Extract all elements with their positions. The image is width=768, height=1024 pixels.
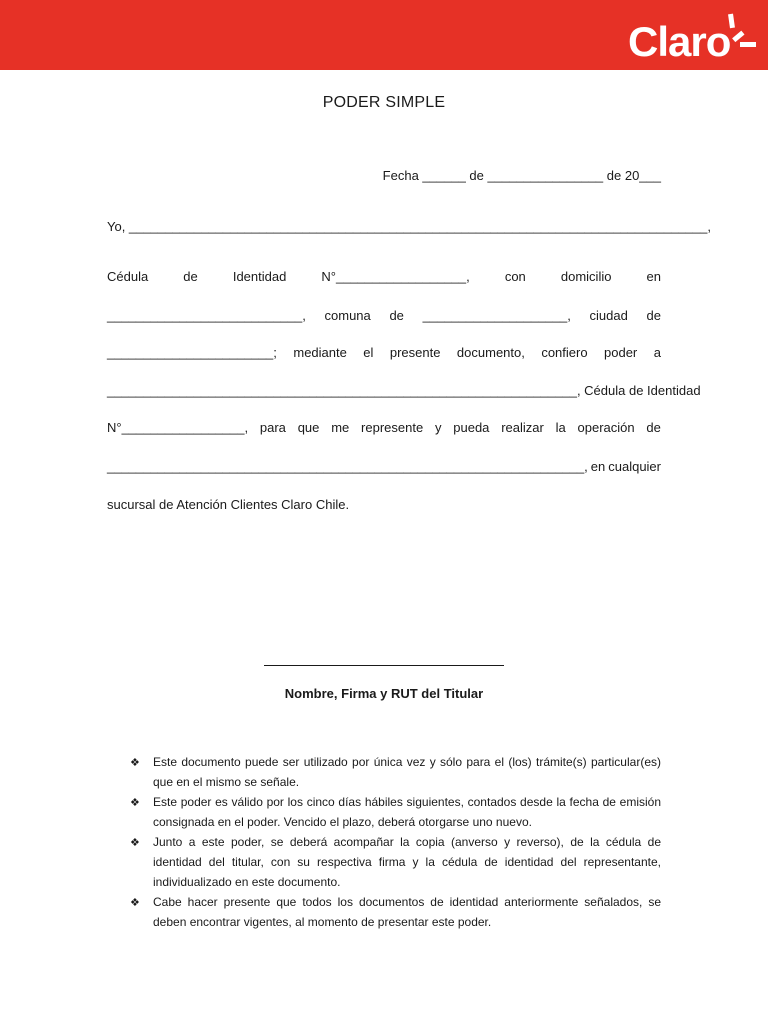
word: me xyxy=(331,420,350,435)
cedula-rep-line: _________________________________________________________________, Cédula de Identidad xyxy=(107,383,701,398)
signature-line xyxy=(264,665,504,666)
list-item xyxy=(130,792,661,832)
word: en xyxy=(646,269,661,284)
document-title: PODER SIMPLE xyxy=(322,94,446,111)
word: ciudad xyxy=(589,308,628,323)
cualquier-line xyxy=(107,459,661,474)
word: para xyxy=(259,420,286,435)
word: el xyxy=(363,345,374,360)
word: que xyxy=(297,420,320,435)
word: N°__________________, xyxy=(321,269,470,284)
word: ___________________________, xyxy=(107,308,306,323)
note-text: Cabe hacer presente que todos los documentos de identidad anteriormente señalados, se deben encontrar vigentes, al momento de presentar este poder. xyxy=(153,895,661,929)
brand-name: Claro xyxy=(628,18,731,65)
word: a xyxy=(653,345,661,360)
word: Identidad xyxy=(232,269,287,284)
word: poder xyxy=(604,345,638,360)
header-bar xyxy=(0,0,768,70)
claro-logo xyxy=(628,12,758,64)
word: la xyxy=(555,420,566,435)
note-text: Junto a este poder, se deberá acompañar la copia (anverso y reverso), de la cédula de identidad del titular, con su respectiva firma y la cédula de identidad del representante, individualizado en este documento. xyxy=(153,835,661,889)
word: de xyxy=(389,308,404,323)
word: con xyxy=(504,269,526,284)
diamond-bullet-icon: ❖ xyxy=(130,897,140,909)
note-text: Este documento puede ser utilizado por única vez y sólo para el (los) trámite(s) particular(es) que en el mismo se señale. xyxy=(153,755,661,789)
sucursal-line: sucursal de Atención Clientes Claro Chile. xyxy=(107,497,350,512)
list-item xyxy=(130,832,661,892)
word: operación xyxy=(577,420,635,435)
operacion-line xyxy=(107,420,661,435)
word: Cédula xyxy=(107,269,149,284)
word: de xyxy=(646,308,661,323)
mediante-line xyxy=(107,345,661,360)
claro-rays-icon xyxy=(726,12,758,60)
word: en xyxy=(590,459,606,474)
word: _______________________; xyxy=(107,345,277,360)
word: comuna xyxy=(324,308,371,323)
notes-list xyxy=(130,752,661,932)
list-item xyxy=(130,752,661,792)
word: mediante xyxy=(293,345,347,360)
comuna-line xyxy=(107,308,661,323)
word: presente xyxy=(389,345,441,360)
word: y xyxy=(434,420,442,435)
signature-label: Nombre, Firma y RUT del Titular xyxy=(284,686,484,701)
diamond-bullet-icon: ❖ xyxy=(130,837,140,849)
yo-line: Yo, ________________________________________________________________________________, xyxy=(107,219,711,234)
diamond-bullet-icon: ❖ xyxy=(130,797,140,809)
word: domicilio xyxy=(560,269,612,284)
word: represente xyxy=(361,420,424,435)
date-line: Fecha ______ de ________________ de 20___ xyxy=(382,168,661,183)
word: pueda xyxy=(453,420,490,435)
word: ____________________, xyxy=(422,308,571,323)
word: confiero xyxy=(541,345,588,360)
word: __________________________________________________________________, xyxy=(107,459,588,474)
diamond-bullet-icon: ❖ xyxy=(130,757,140,769)
word: documento, xyxy=(456,345,525,360)
note-text: Este poder es válido por los cinco días hábiles siguientes, contados desde la fecha de emisión consignada en el poder. Vencido el plazo, deberá otorgarse uno nuevo. xyxy=(153,795,661,829)
word: N°_________________, xyxy=(107,420,249,435)
word: de xyxy=(646,420,661,435)
word: de xyxy=(183,269,198,284)
word: realizar xyxy=(501,420,544,435)
cedula-line xyxy=(107,269,661,284)
word: cualquier xyxy=(608,459,661,474)
list-item xyxy=(130,892,661,932)
